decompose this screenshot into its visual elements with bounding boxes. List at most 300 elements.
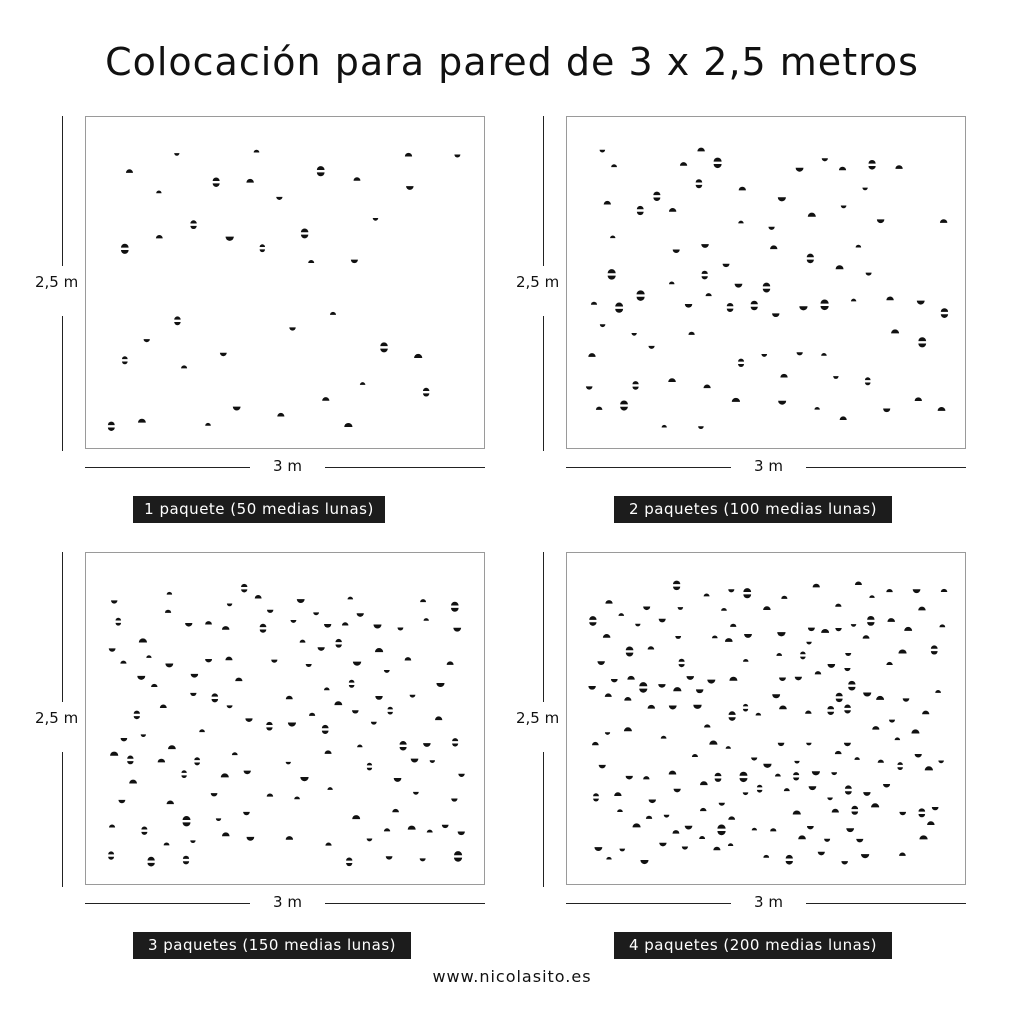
half-moon xyxy=(121,244,129,254)
half-moon xyxy=(911,729,919,733)
half-moon xyxy=(917,301,925,305)
half-moon xyxy=(165,663,173,667)
half-moon xyxy=(895,737,900,740)
half-moon xyxy=(715,773,722,782)
half-moon xyxy=(714,158,722,168)
half-moon xyxy=(300,640,306,643)
half-moon xyxy=(806,642,811,645)
half-moon xyxy=(373,624,381,628)
half-moon xyxy=(427,830,433,833)
height-dimension-line xyxy=(62,116,63,266)
half-moon xyxy=(739,772,747,782)
half-moon xyxy=(139,638,147,642)
half-moon xyxy=(845,653,851,656)
half-moon xyxy=(778,401,786,405)
half-moon xyxy=(620,400,628,410)
half-moon xyxy=(286,762,291,765)
half-moon xyxy=(869,595,874,598)
half-moon xyxy=(167,592,172,595)
half-moon xyxy=(794,761,799,764)
half-moon xyxy=(199,729,205,732)
half-moon xyxy=(167,801,174,805)
half-moon xyxy=(827,797,832,800)
half-moon xyxy=(889,720,895,723)
half-moon xyxy=(727,303,734,312)
half-moon xyxy=(397,628,403,631)
wall-diagram xyxy=(85,116,485,449)
half-moon xyxy=(220,353,227,356)
half-moon xyxy=(886,662,892,665)
half-moon xyxy=(744,634,752,638)
half-moon xyxy=(611,164,617,167)
half-moon xyxy=(812,771,820,775)
half-moon xyxy=(109,824,115,827)
half-moons-pattern xyxy=(567,117,967,450)
half-moon xyxy=(717,825,725,836)
half-moon xyxy=(713,847,720,851)
half-moon xyxy=(851,806,858,815)
half-moon xyxy=(922,711,929,715)
half-moon xyxy=(367,763,372,771)
half-moon xyxy=(855,582,862,586)
half-moon xyxy=(751,301,758,311)
half-moon xyxy=(709,741,717,745)
half-moon xyxy=(844,705,851,714)
half-moon xyxy=(704,724,710,727)
half-moon xyxy=(291,620,297,623)
half-moon xyxy=(183,816,191,826)
half-moon xyxy=(348,597,354,600)
half-moon xyxy=(313,612,319,615)
half-moon xyxy=(325,843,331,846)
half-moon xyxy=(738,359,744,367)
half-moon xyxy=(146,655,151,658)
half-moon xyxy=(728,843,733,846)
half-moon xyxy=(137,676,145,680)
half-moon xyxy=(824,839,830,842)
height-dimension-line xyxy=(543,552,544,702)
half-moon xyxy=(658,684,665,688)
half-moon xyxy=(405,153,412,157)
half-moon xyxy=(121,738,128,741)
half-moon xyxy=(330,312,336,315)
half-moon xyxy=(288,723,296,727)
half-moon xyxy=(408,826,416,830)
half-moon xyxy=(807,254,814,264)
half-moon xyxy=(700,781,708,785)
half-moon xyxy=(743,588,751,598)
width-label: 3 m xyxy=(754,457,783,475)
half-moon xyxy=(617,809,623,812)
half-moon xyxy=(940,219,947,223)
half-moon xyxy=(271,660,277,663)
layout-panel-3 xyxy=(15,552,475,972)
half-moon xyxy=(659,843,666,847)
half-moon xyxy=(685,826,693,830)
half-moon xyxy=(863,635,870,638)
half-moon xyxy=(266,722,272,731)
half-moon xyxy=(235,678,242,682)
half-moon xyxy=(309,713,315,716)
half-moon xyxy=(605,732,610,735)
height-dimension-line xyxy=(543,116,544,266)
half-moon xyxy=(883,409,890,413)
half-moon xyxy=(205,621,212,624)
half-moon xyxy=(191,674,199,678)
half-moon xyxy=(244,771,251,775)
half-moon xyxy=(286,836,293,840)
half-moon xyxy=(846,828,854,832)
half-moon xyxy=(851,299,856,302)
half-moon xyxy=(807,826,814,829)
half-moon xyxy=(680,162,687,166)
half-moon xyxy=(899,852,906,855)
half-moon xyxy=(743,704,748,712)
half-moon xyxy=(763,283,770,293)
package-caption: 4 paquetes (200 medias lunas) xyxy=(614,932,892,959)
half-moon xyxy=(593,793,599,801)
half-moon xyxy=(805,711,811,714)
half-moon xyxy=(635,624,640,627)
half-moon xyxy=(626,776,633,780)
half-moon xyxy=(306,664,312,667)
height-label: 2,5 m xyxy=(35,273,79,291)
half-moon xyxy=(844,668,850,671)
half-moon xyxy=(822,158,828,161)
half-moon xyxy=(669,208,676,212)
page-title: Colocación para pared de 3 x 2,5 metros xyxy=(105,40,919,84)
half-moon xyxy=(322,397,329,401)
half-moon xyxy=(871,803,879,807)
half-moon xyxy=(704,385,711,389)
half-moon xyxy=(696,689,703,693)
half-moon xyxy=(205,659,212,662)
half-moon xyxy=(686,676,694,680)
half-moon xyxy=(297,599,305,603)
half-moon xyxy=(317,166,325,176)
half-moon xyxy=(809,786,817,790)
width-dimension-line xyxy=(806,467,966,468)
width-dimension-line xyxy=(325,903,485,904)
half-moon xyxy=(827,706,834,715)
half-moon xyxy=(903,698,910,701)
half-moon xyxy=(436,683,444,687)
half-moon xyxy=(662,425,667,428)
half-moon xyxy=(411,759,419,763)
half-moon xyxy=(289,327,295,330)
half-moon xyxy=(430,760,435,763)
width-label: 3 m xyxy=(754,893,783,911)
half-moon xyxy=(704,593,710,596)
half-moon xyxy=(108,851,114,859)
width-dimension-line xyxy=(566,467,731,468)
width-dimension-line xyxy=(325,467,485,468)
half-moon xyxy=(442,825,449,828)
half-moon xyxy=(222,626,229,630)
half-moon xyxy=(190,840,195,843)
half-moon xyxy=(600,150,606,153)
half-moon xyxy=(723,264,730,267)
half-moon xyxy=(360,382,365,385)
half-moon xyxy=(918,337,926,347)
package-caption: 2 paquetes (100 medias lunas) xyxy=(614,496,892,523)
half-moon xyxy=(648,346,654,349)
half-moon xyxy=(435,716,442,720)
half-moon xyxy=(779,678,786,681)
half-moon xyxy=(664,815,670,818)
half-moon xyxy=(673,687,681,691)
half-moon xyxy=(780,374,787,378)
half-moon xyxy=(447,661,454,664)
half-moon xyxy=(174,153,179,156)
half-moon xyxy=(144,339,150,342)
half-moon xyxy=(110,752,118,756)
half-moon xyxy=(821,629,829,633)
half-moon xyxy=(938,407,946,411)
half-moon xyxy=(800,651,805,659)
half-moon xyxy=(600,324,606,327)
half-moon xyxy=(588,353,595,357)
half-moon xyxy=(614,792,621,796)
half-moon xyxy=(351,260,358,264)
half-moon xyxy=(841,861,848,864)
half-moon xyxy=(597,661,604,665)
half-moon xyxy=(594,847,602,851)
half-moon xyxy=(693,705,701,709)
half-moon xyxy=(405,657,412,660)
half-moon xyxy=(646,816,652,819)
half-moon xyxy=(255,595,262,598)
half-moon xyxy=(932,807,939,810)
half-moon xyxy=(729,677,737,681)
half-moon xyxy=(324,624,331,628)
half-moon xyxy=(757,785,762,793)
half-moon xyxy=(624,697,631,701)
half-moon xyxy=(453,628,461,632)
half-moon xyxy=(839,167,846,171)
half-moon xyxy=(899,812,906,815)
half-moon xyxy=(743,792,748,795)
half-moon xyxy=(386,856,393,859)
width-dimension-line xyxy=(85,467,250,468)
half-moon xyxy=(232,752,238,755)
half-moon xyxy=(895,165,902,169)
half-moon xyxy=(862,188,867,191)
half-moon xyxy=(624,727,632,731)
half-moon xyxy=(604,201,611,205)
half-moon xyxy=(669,706,677,710)
half-moon xyxy=(400,741,407,750)
half-moon xyxy=(738,221,743,224)
half-moon xyxy=(241,584,247,593)
half-moon xyxy=(832,809,839,813)
half-moon xyxy=(781,596,787,599)
half-moon xyxy=(454,155,460,158)
package-caption: 3 paquetes (150 medias lunas) xyxy=(133,932,411,959)
layout-panel-1 xyxy=(15,116,475,536)
half-moon xyxy=(730,624,736,627)
half-moon xyxy=(848,681,855,691)
half-moon xyxy=(325,750,332,753)
half-moon xyxy=(678,607,684,610)
half-moon xyxy=(344,423,352,427)
half-moon xyxy=(776,653,782,656)
half-moon xyxy=(181,365,187,368)
wall-diagram xyxy=(566,116,966,449)
half-moon xyxy=(371,722,377,725)
half-moon xyxy=(821,353,827,356)
half-moon xyxy=(618,613,624,616)
half-moon xyxy=(357,745,362,748)
half-moon xyxy=(596,407,603,410)
half-moon xyxy=(793,772,799,780)
half-moon xyxy=(939,624,945,627)
half-moon xyxy=(763,855,769,858)
half-moon xyxy=(891,329,899,333)
half-moon xyxy=(633,823,641,827)
half-moon xyxy=(653,192,660,201)
half-moon xyxy=(610,236,615,239)
half-moon xyxy=(335,639,341,648)
half-moon xyxy=(696,179,703,188)
half-moon xyxy=(778,743,785,746)
height-dimension-line xyxy=(62,752,63,887)
half-moon xyxy=(675,636,681,639)
half-moon xyxy=(626,646,634,656)
half-moon xyxy=(458,832,465,836)
half-moon xyxy=(245,718,252,722)
half-moon xyxy=(190,693,196,696)
half-moon xyxy=(151,684,157,687)
half-moon xyxy=(925,766,933,770)
width-label: 3 m xyxy=(273,457,302,475)
half-moon xyxy=(260,624,267,633)
width-dimension-line xyxy=(566,903,731,904)
half-moon xyxy=(904,627,912,631)
half-moon xyxy=(697,148,704,152)
half-moon xyxy=(725,638,733,642)
half-moon xyxy=(352,815,360,819)
half-moon xyxy=(334,701,342,705)
half-moon xyxy=(818,852,825,856)
half-moon xyxy=(420,858,426,861)
half-moon xyxy=(775,774,781,777)
half-moon xyxy=(227,604,232,607)
half-moon xyxy=(941,308,948,318)
half-moon xyxy=(308,260,314,263)
half-moon xyxy=(216,818,221,821)
half-moon xyxy=(877,219,884,223)
height-dimension-line xyxy=(62,316,63,451)
half-moon xyxy=(294,796,300,799)
half-moons-pattern xyxy=(86,117,486,450)
half-moon xyxy=(632,381,638,390)
half-moon xyxy=(221,773,229,777)
half-moon xyxy=(941,589,947,592)
half-moon xyxy=(141,827,147,835)
half-moon xyxy=(897,762,902,770)
half-moon xyxy=(685,304,692,308)
half-moon xyxy=(735,284,743,288)
half-moon xyxy=(682,847,688,850)
half-moon xyxy=(840,416,847,420)
half-moon xyxy=(589,616,596,626)
half-moon xyxy=(227,705,233,708)
half-moon xyxy=(784,788,790,791)
half-moon xyxy=(160,705,167,708)
half-moon xyxy=(808,628,815,631)
half-moon xyxy=(699,836,705,839)
half-moon xyxy=(324,687,330,690)
half-moon xyxy=(674,789,681,793)
half-moon xyxy=(673,581,680,591)
half-moon xyxy=(375,696,382,700)
half-moon xyxy=(868,160,875,170)
half-moon xyxy=(795,677,802,681)
half-moon xyxy=(669,771,677,775)
half-moon xyxy=(423,388,429,397)
half-moon xyxy=(185,623,192,627)
half-moon xyxy=(174,316,180,325)
half-moon xyxy=(164,842,170,845)
half-moon xyxy=(856,245,862,248)
half-moon xyxy=(277,413,284,417)
half-moon xyxy=(254,150,260,153)
half-moon xyxy=(591,302,597,305)
half-moon xyxy=(424,618,429,621)
half-moon xyxy=(226,237,234,241)
half-moon xyxy=(835,751,842,754)
half-moon xyxy=(728,589,734,592)
half-moon xyxy=(158,759,165,763)
half-moon xyxy=(793,810,801,814)
half-moon xyxy=(458,774,464,777)
half-moon xyxy=(592,742,599,745)
half-moon xyxy=(122,356,128,364)
half-moon xyxy=(212,693,219,702)
half-moon xyxy=(318,647,325,651)
width-dimension-line xyxy=(806,903,966,904)
half-moon xyxy=(109,648,116,651)
height-dimension-line xyxy=(543,752,544,887)
half-moon xyxy=(743,659,748,662)
half-moon xyxy=(349,680,355,688)
half-moon xyxy=(346,858,352,867)
height-label: 2,5 m xyxy=(516,273,560,291)
half-moon xyxy=(413,792,419,795)
half-moon xyxy=(768,227,774,230)
half-moon xyxy=(796,168,804,172)
half-moon xyxy=(375,648,383,652)
half-moon xyxy=(688,332,694,335)
half-moon xyxy=(706,293,712,296)
website-url: www.nicolasito.es xyxy=(432,967,592,986)
width-dimension-line xyxy=(85,903,250,904)
half-moon xyxy=(640,860,648,864)
half-moon xyxy=(761,354,767,357)
half-moon xyxy=(643,776,649,779)
half-moon xyxy=(637,290,645,301)
half-moon xyxy=(915,754,922,758)
half-moon xyxy=(872,726,879,730)
half-moon xyxy=(863,692,871,696)
half-moon xyxy=(394,778,402,782)
half-moon xyxy=(886,589,892,592)
half-moon xyxy=(225,657,232,661)
half-moon xyxy=(454,851,462,862)
half-moon xyxy=(126,169,133,173)
half-moon xyxy=(606,857,611,860)
